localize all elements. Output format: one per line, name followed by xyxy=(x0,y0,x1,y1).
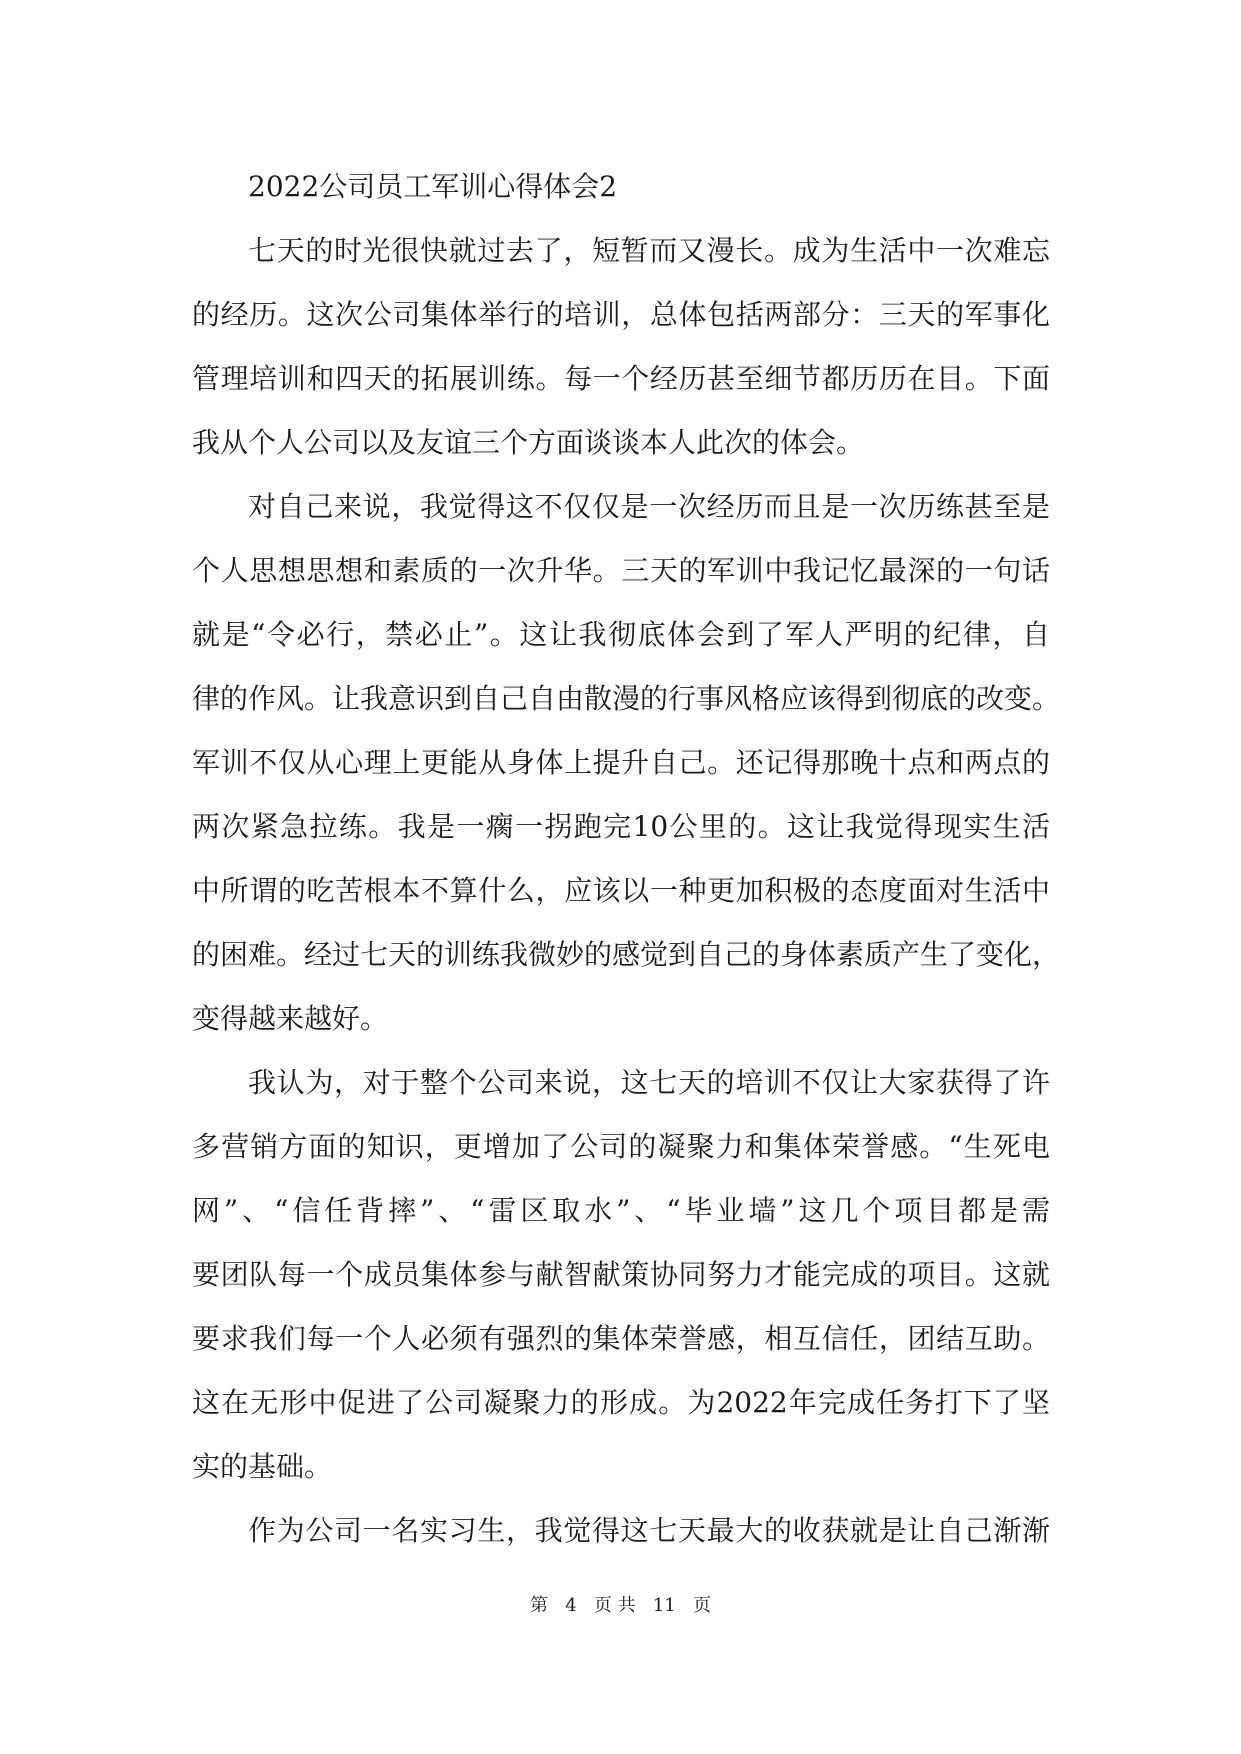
paragraph-line: 个人思想思想和素质的一次升华。三天的军训中我记忆最深的一句话 xyxy=(192,554,1050,587)
paragraph-line: 我从个人公司以及友谊三个方面谈谈本人此次的体会。 xyxy=(192,426,865,459)
paragraph-line: 两次紧急拉练。我是一瘸一拐跑完10公里的。这让我觉得现实生活 xyxy=(192,810,1050,843)
paragraph-line: 七天的时光很快就过去了，短暂而又漫长。成为生活中一次难忘 xyxy=(248,234,1050,267)
paragraph-line: 要团队每一个成员集体参与献智献策协同努力才能完成的项目。这就 xyxy=(192,1258,1050,1291)
footer-middle: 页 共 xyxy=(593,1595,636,1616)
paragraph-line: 中所谓的吃苦根本不算什么，应该以一种更加积极的态度面对生活中 xyxy=(192,874,1050,907)
paragraph-line: 的困难。经过七天的训练我微妙的感觉到自己的身体素质产生了变化， xyxy=(192,938,1061,971)
paragraph-line: 作为公司一名实习生，我觉得这七天最大的收获就是让自己渐渐 xyxy=(248,1514,1050,1547)
paragraph-line: 军训不仅从心理上更能从身体上提升自己。还记得那晚十点和两点的 xyxy=(192,746,1050,779)
paragraph-line: 的经历。这次公司集体举行的培训，总体包括两部分：三天的军事化 xyxy=(192,298,1050,331)
footer-prefix: 第 xyxy=(530,1595,549,1616)
document-body xyxy=(192,155,1061,1563)
paragraph-line: 就是“令必行，禁必止”。这让我彻底体会到了军人严明的纪律，自 xyxy=(192,618,1050,651)
paragraph-line: 变得越来越好。 xyxy=(192,1002,389,1035)
footer-current-page: 4 xyxy=(565,1595,577,1616)
paragraph-line: 多营销方面的知识，更增加了公司的凝聚力和集体荣誉感。“生死电 xyxy=(192,1130,1050,1163)
paragraph-line: 律的作风。让我意识到自己自由散漫的行事风格应该得到彻底的改变。 xyxy=(192,682,1061,715)
footer-total-pages: 11 xyxy=(652,1595,676,1616)
paragraph-line: 网”、“信任背摔”、“雷区取水”、“毕业墙”这几个项目都是需 xyxy=(192,1194,1050,1227)
paragraph-line: 管理培训和四天的拓展训练。每一个经历甚至细节都历历在目。下面 xyxy=(192,362,1050,395)
paragraph-line: 我认为，对于整个公司来说，这七天的培训不仅让大家获得了许 xyxy=(248,1066,1050,1099)
paragraph-line: 实的基础。 xyxy=(192,1450,333,1483)
paragraph-line: 要求我们每一个人必须有强烈的集体荣誉感，相互信任，团结互助。 xyxy=(192,1322,1050,1355)
paragraph-line: 对自己来说，我觉得这不仅仅是一次经历而且是一次历练甚至是 xyxy=(248,490,1050,523)
paragraph-line: 这在无形中促进了公司凝聚力的形成。为2022年完成任务打下了坚 xyxy=(192,1386,1050,1419)
page-footer xyxy=(0,1594,1241,1618)
footer-suffix: 页 xyxy=(692,1595,711,1616)
document-title: 2022公司员工军训心得体会2 xyxy=(248,170,618,203)
